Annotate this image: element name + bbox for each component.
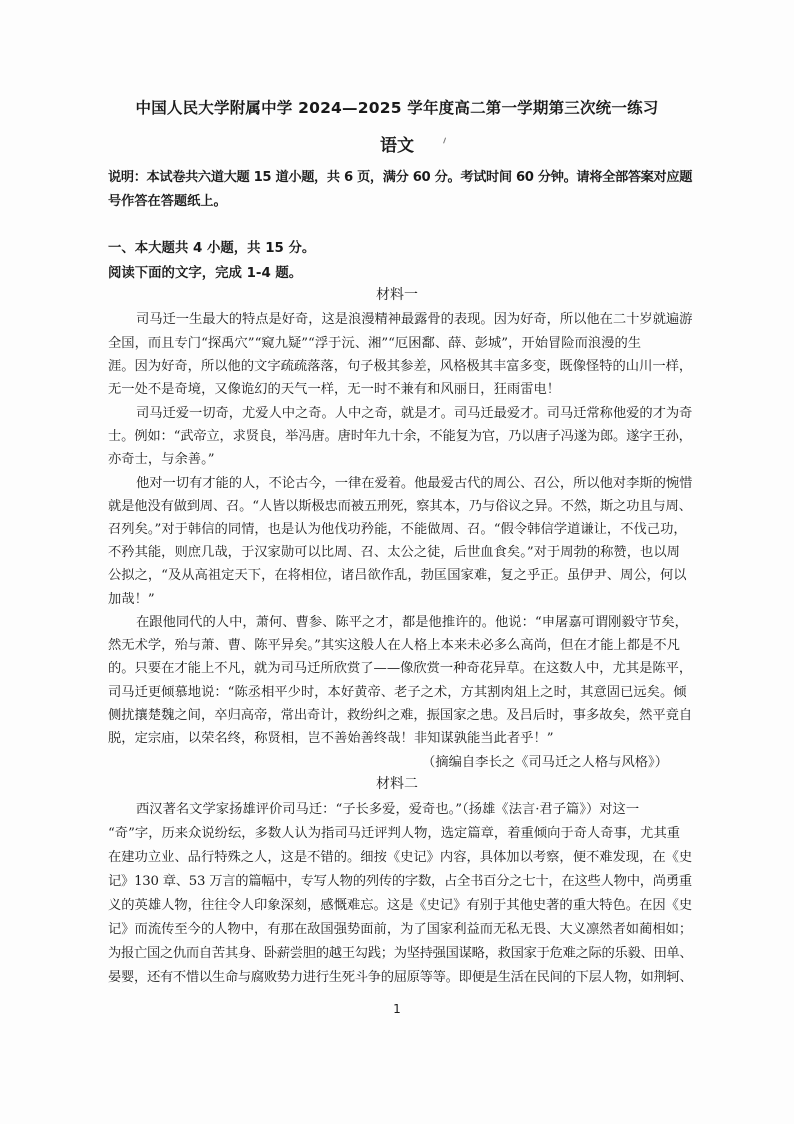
paragraph-line: 司马迁更倾慕地说：“陈丞相平少时，本好黄帝、老子之术，方其割肉俎上之时，其意固已远矣。倾: [108, 685, 687, 700]
paragraph-line: “奇”字，历来众说纷纭，多数人认为指司马迁评判人物，选定篇章，着重倾向于奇人奇事，尤其重: [108, 826, 681, 841]
paragraph-line: 士。例如：“武帝立，求贤良，举冯唐。唐时年九十余，不能复为官，乃以唐子冯遂为郎。遂字王孙，: [108, 429, 692, 444]
paragraph-line: 涯。因为好奇，所以他的文字疏疏落落，句子极其参差，风格极其丰富多变，既像怪特的山川一样，: [108, 359, 693, 374]
paragraph-line: 义的英雄人物，往往令人印象深刻，感慨难忘。这是《史记》有别于其他史著的重大特色。在因《史: [108, 898, 693, 913]
material-1-title: 材料一: [376, 287, 418, 303]
paragraph-line: 全国，而且专门“探禹穴”“窥九疑”“浮于沅、湘”“厄困鄱、薛、彭城”，开始冒险而浪漫的生: [108, 336, 642, 351]
paragraph-line: 记》而流传至今的人物中，有那在敌国强势面前，为了国家利益而无私无畏、大义凛然者如蔺相如；: [108, 922, 693, 937]
paragraph-line: 为报亡国之仇而自苦其身、卧薪尝胆的越王勾践；为坚持强国谋略，救国家于危难之际的乐毅、田单、: [108, 946, 693, 961]
paragraph-line: 召列矣。”对于韩信的同情，也是认为他伐功矜能，不能做周、召。“假令韩信学道谦让，不伐己功，: [108, 522, 687, 537]
paragraph-line: 加哉！”: [108, 592, 155, 607]
paragraph-line: 记》130 章、53 万言的篇幅中，专写人物的列传的字数，占全书百分之七十，在这些人物中，尚勇重: [108, 874, 692, 889]
paragraph-line: 公拟之，“及从高祖定天下，在将相位，诸吕欲作乱，勃匡国家难，复之乎正。虽伊尹、周公，何以: [108, 568, 687, 583]
paragraph-line: 无一处不是奇境，又像诡幻的天气一样，无一时不兼有和风丽日，狂雨雷电！: [108, 382, 561, 397]
section-heading: 一、本大题共 4 小题，共 15 分。: [108, 241, 316, 256]
paragraph-line: 就是他没有做到周、召。“人皆以斯极忠而被五刑死，察其本，乃与俗议之异。不然，斯之功且与周、: [108, 499, 692, 514]
paragraph-line: 晏婴，还有不惜以生命与腐败势力进行生死斗争的屈原等等。即便是生活在民间的下层人物，如荆轲、: [108, 970, 693, 985]
paragraph-line: 在跟他同代的人中，萧何、曹参、陈平之才，都是他推许的。他说：“申屠嘉可谓刚毅守节矣，: [136, 615, 688, 630]
paragraph-line: 的。只要在才能上不凡，就为司马迁所欣赏了——像欣赏一种奇花异草。在这数人中，尤其是陈平，: [108, 661, 693, 676]
paragraph-line: 侧扰攘楚魏之间，卒归高帝，常出奇计，救纷纠之难，振国家之患。及吕后时，事多故矣，然平竟自: [108, 708, 693, 723]
paragraph-line: 他对一切有才能的人，不论古今，一律在爱着。他最爱古代的周公、召公，所以他对李斯的惋惜: [136, 476, 693, 491]
material-1-source: （摘编自李长之《司马迁之人格与风格》）: [422, 755, 668, 770]
material-2-title: 材料二: [376, 776, 418, 792]
paragraph-line: 在建功立业、品行特殊之人，这是不错的。细按《史记》内容，具体加以考察，便不难发现，在《史: [108, 850, 693, 865]
paragraph-line: 司马迁一生最大的特点是好奇，这是浪漫精神最露骨的表现。因为好奇，所以他在二十岁就遍游: [136, 312, 693, 327]
paragraph-line: 脱，定宗庙，以荣名终，称贤相，岂不善始善终哉！非知谋孰能当此者乎！”: [108, 731, 554, 746]
paragraph-line: 亦奇士，与余善。”: [108, 452, 215, 467]
paragraph-line: 西汉著名文学家扬雄评价司马迁：“子长多爱，爱奇也。”（扬雄《法言·君子篇》）对这一: [136, 802, 640, 817]
instructions-line-2: 号作答在答题纸上。: [108, 194, 227, 209]
instructions-line-1: 说明：本试卷共六道大题 15 道小题，共 6 页，满分 60 分。考试时间 60 分钟。请将全部答案对应题: [108, 170, 693, 185]
section-directive: 阅读下面的文字，完成 1-4 题。: [108, 266, 303, 281]
paragraph-line: 然无术学，殆与萧、曹、陈平异矣。”其实这般人在人格上本来未必多么高尚，但在才能上都是不凡: [108, 638, 680, 653]
page-number: 1: [393, 1002, 401, 1016]
paragraph-line: 不矜其能，则庶几哉，于汉家勋可以比周、召、太公之徒，后世血食矣。”对于周勃的称赞，也以周: [108, 545, 680, 560]
subject-heading: 语文: [380, 136, 414, 156]
paragraph-line: 司马迁爱一切奇，尤爱人中之奇。人中之奇，就是才。司马迁最爱才。司马迁常称他爱的才为奇: [136, 406, 693, 421]
exam-title: 中国人民大学附属中学 2024—2025 学年度高二第一学期第三次统一练习: [135, 99, 659, 117]
